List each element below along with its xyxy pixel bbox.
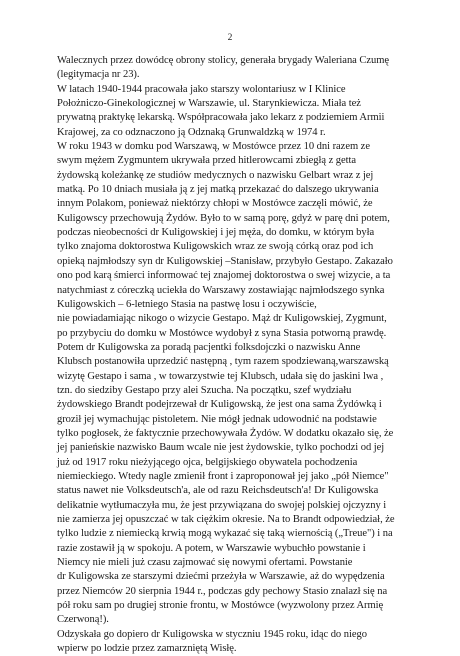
text-line: Krajowej, za co odznaczono ją Odznaką Grunwaldzką w 1974 r.	[57, 126, 326, 138]
text-line: nie powiadamiając nikogo o wizycie Gestapo. Mąż dr Kuligowskiej, Zygmunt,	[57, 313, 387, 325]
text-line: ono pod karą śmierci informować tej znajomej doktorostwa o swej wizycie, a ta	[57, 270, 391, 282]
text-line: żydowskiego Brandt podejrzewał dr Kuligowską, że jest ona sama Żydówką i	[57, 399, 382, 411]
text-line: opieką najmłodszy syn dr Kuligowskiej –Stanisław, przybyło Gestapo. Zakazało	[57, 255, 393, 267]
text-line: groził jej wymachując pistoletem. Nie mógł jednak udowodnić na podstawie	[57, 413, 377, 425]
text-line: pół roku sam po drugiej stronie frontu, w Mostówce (wyzwolony przez Armię	[57, 600, 384, 612]
text-line: dr Kuligowska ze starszymi dziećmi przeżyła w Warszawie, aż do wypędzenia	[57, 571, 385, 583]
text-line: żydowską koleżankę ze studiów medycznych o nazwisku Gelbart wraz z jej	[57, 169, 374, 181]
text-line: delikatnie wytłumaczyła mu, że jest przywiązana do swojej polskiej ojczyzny i	[57, 499, 387, 511]
text-line: W latach 1940-1944 pracowała jako starszy wolontariusz w I Klinice	[57, 83, 346, 95]
text-line: (legitymacja nr 23).	[57, 69, 140, 81]
text-line: Klubsch postanowiła uprzedzić następną , tym razem spodziewaną,warszawską	[57, 356, 389, 368]
text-line: podczas nieobecności dr Kuligowskiej i jej męża, do domku, w którym była	[57, 227, 375, 239]
text-line: Położniczo-Ginekologicznej w Warszawie, ul. Starynkiewicza. Miała też	[57, 98, 361, 110]
text-line: Walecznych przez dowódcę obrony stolicy, generała brygady Waleriana Czumę	[57, 55, 390, 66]
text-line: wizytę Gestapo i sama , w towarzystwie tej Klubsch, udała się do jaskini lwa ,	[57, 370, 384, 382]
text-line: wpierw po lodzie przez zamarzniętą Wisłę.	[57, 643, 237, 655]
text-line: niemieckiego. Wtedy nagle zmienił front i zaproponował jej jako „pół Niemce"	[57, 470, 389, 482]
text-line: Niemcy nie mieli już czasu zajmować się nowymi ofertami. Powstanie	[57, 557, 353, 569]
text-line: Potem dr Kuligowska za poradą pacjentki folksdojczki o nazwisku Anne	[57, 341, 361, 353]
text-line: tylko ludzie z niemiecką krwią mogą wykazać się taką wiernością („Treue") i na	[57, 528, 393, 540]
text-line: przez Niemców 20 sierpnia 1944 r., podczas gdy pechowy Stasio znalazł się na	[57, 585, 388, 597]
text-line: natychmiast z córeczką uciekła do Warszawy zostawiając najmłodszego synka	[57, 284, 385, 296]
text-line: Odzyskała go dopiero dr Kuligowska w styczniu 1945 roku, idąc do niego	[57, 628, 367, 640]
text-line: status nawet nie Volksdeutsch'a, ale od razu Reichsdeutsch'a! Dr Kuligowska	[57, 485, 379, 497]
text-line: tylko znajoma doktorostwa Kuligowskich wraz ze swoją córką oraz pod ich	[57, 241, 374, 253]
text-line: już od 1917 roku nieżyjącego ojca, belgijskiego obywatela pochodzenia	[57, 456, 358, 468]
text-line: innym Polakom, ponieważ niektórzy chłopi w Mostówce zaczęli mówić, że	[57, 198, 373, 210]
text-line: razie zostawił ją w spokoju. A potem, w Warszawie wybuchło powstanie i	[57, 542, 366, 554]
text-line: W roku 1943 w domku pod Warszawą, w Mostówce przez 10 dni razem ze	[57, 141, 370, 153]
text-line: jej panieńskie nazwisko Baum wcale nie jest żydowskie, tylko pochodzi od jej	[57, 442, 385, 454]
text-line: Kuligowskich – 6-letniego Stasia na pastwę losu i oczywiście,	[57, 298, 317, 310]
text-line: nie zamierza jej opuszczać w tak ciężkim okresie. Na to Brandt odpowiedział, że	[57, 514, 395, 525]
text-line: Czerwoną!).	[57, 614, 109, 626]
text-line: tylko pogłosek, że faktycznie przechowywała Żydów. W dodatku okazało się, że	[57, 427, 394, 439]
text-line: prywatną praktykę lekarską. Współpracowała jako lekarz z podziemiem Armii	[57, 112, 385, 124]
page-number: 2	[227, 33, 233, 43]
text-line: tzn. do siedziby Gestapo przy alei Szucha. Na początku, szef wydziału	[57, 384, 352, 396]
text-line: po przybyciu do domku w Mostówce wydobył z syna Stasia potworną prawdę.	[57, 327, 387, 339]
text-line: swym mężem Zygmuntem ukrywała przed hitlerowcami zbiegłą z getta	[57, 155, 357, 167]
text-line: matką. Po 10 dniach musiała ją z jej matką przekazać do dalszego ukrywania	[57, 184, 379, 196]
body-text	[57, 54, 437, 656]
text-line: Kuligowscy przechowują Żydów. Było to w samą porę, gdyż w parę dni potem,	[57, 212, 390, 224]
